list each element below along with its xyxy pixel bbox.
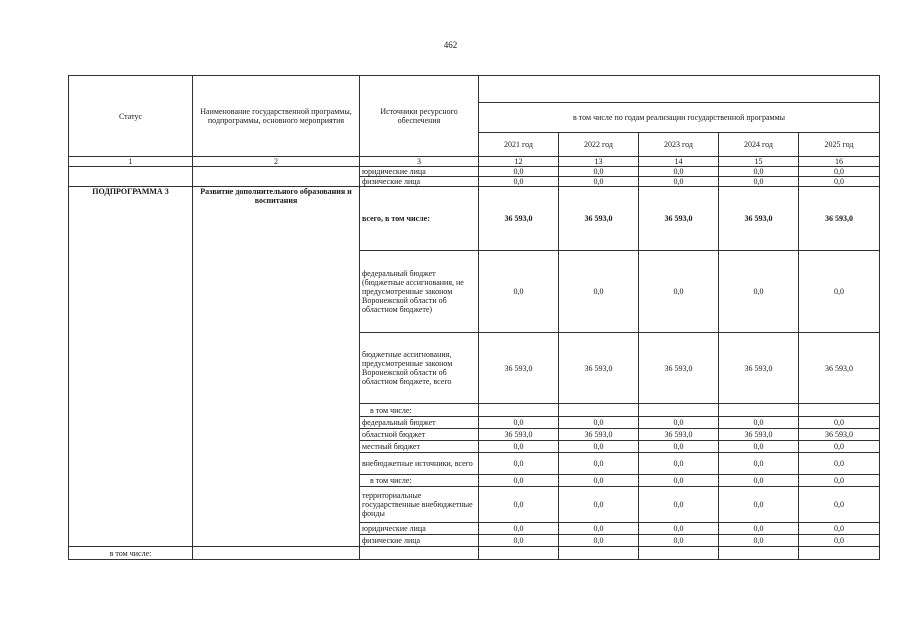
empty-cell [193, 167, 360, 187]
table-row [69, 187, 880, 251]
value-cell: 0,0 [719, 475, 799, 487]
value-cell: 0,0 [559, 417, 639, 429]
empty-cell [719, 547, 799, 560]
value-cell: 0,0 [559, 441, 639, 453]
header-year-2022: 2022 год [559, 133, 639, 157]
col-num: 14 [639, 157, 719, 167]
col-num: 13 [559, 157, 639, 167]
value-cell: 0,0 [639, 523, 719, 535]
value-cell: 0,0 [719, 177, 799, 187]
value-cell: 0,0 [639, 535, 719, 547]
value-cell: 36 593,0 [559, 333, 639, 404]
value-cell: 0,0 [479, 487, 559, 523]
value-cell: 0,0 [719, 251, 799, 333]
col-num: 15 [719, 157, 799, 167]
column-numbers-row [69, 157, 880, 167]
value-cell: 0,0 [479, 441, 559, 453]
page-number: 462 [443, 40, 458, 50]
value-cell: 0,0 [479, 417, 559, 429]
value-cell: 36 593,0 [639, 333, 719, 404]
header-sources: Источники ресурсного обеспечения [360, 76, 479, 157]
value-cell: 0,0 [559, 453, 639, 475]
value-cell: 0,0 [719, 523, 799, 535]
header-year-2021: 2021 год [479, 133, 559, 157]
value-cell: 0,0 [559, 523, 639, 535]
value-cell: 0,0 [639, 475, 719, 487]
subprogram-status: ПОДПРОГРАММА 3 [69, 187, 193, 547]
empty-cell [360, 547, 479, 560]
value-cell: 36 593,0 [799, 429, 880, 441]
value-cell: 0,0 [559, 487, 639, 523]
value-cell: 0,0 [559, 251, 639, 333]
source-cell: местный бюджет [360, 441, 479, 453]
value-cell: 0,0 [799, 441, 880, 453]
header-year-2023: 2023 год [639, 133, 719, 157]
value-cell [639, 404, 719, 417]
last-row-status: в том числе: [69, 547, 193, 560]
empty-cell [799, 547, 880, 560]
value-cell: 36 593,0 [719, 429, 799, 441]
value-cell: 0,0 [639, 167, 719, 177]
value-cell [719, 404, 799, 417]
empty-cell [639, 547, 719, 560]
value-cell: 0,0 [559, 535, 639, 547]
col-num: 3 [360, 157, 479, 167]
value-cell: 0,0 [799, 523, 880, 535]
header-status: Статус [69, 76, 193, 157]
value-cell: 0,0 [639, 417, 719, 429]
table-row [69, 167, 880, 177]
value-cell: 0,0 [719, 535, 799, 547]
value-cell: 0,0 [799, 167, 880, 177]
source-cell: в том числе: [360, 404, 479, 417]
value-cell: 0,0 [639, 441, 719, 453]
value-cell: 0,0 [559, 475, 639, 487]
source-cell: юридические лица [360, 167, 479, 177]
value-cell [559, 404, 639, 417]
value-cell: 0,0 [799, 417, 880, 429]
value-cell: 0,0 [479, 251, 559, 333]
value-cell: 0,0 [479, 523, 559, 535]
header-name: Наименование государственной программы, подпрограммы, основного мероприятия [193, 76, 360, 157]
value-cell: 0,0 [479, 167, 559, 177]
value-cell: 36 593,0 [559, 187, 639, 251]
value-cell: 0,0 [799, 453, 880, 475]
value-cell: 36 593,0 [799, 187, 880, 251]
value-cell: 0,0 [479, 453, 559, 475]
value-cell: 36 593,0 [479, 429, 559, 441]
source-cell: юридические лица [360, 523, 479, 535]
subprogram-name: Развитие дополнительного образования и воспитания [193, 187, 360, 547]
source-cell: территориальные государственные внебюджетные фонды [360, 487, 479, 523]
value-cell: 0,0 [639, 453, 719, 475]
col-num: 12 [479, 157, 559, 167]
value-cell: 0,0 [799, 535, 880, 547]
value-cell: 0,0 [799, 251, 880, 333]
value-cell: 0,0 [719, 417, 799, 429]
value-cell: 36 593,0 [479, 187, 559, 251]
empty-cell [479, 547, 559, 560]
table-row [69, 547, 880, 560]
header-year-2024: 2024 год [719, 133, 799, 157]
value-cell: 36 593,0 [639, 429, 719, 441]
source-cell: областной бюджет [360, 429, 479, 441]
empty-cell [559, 547, 639, 560]
value-cell: 0,0 [719, 441, 799, 453]
value-cell: 36 593,0 [799, 333, 880, 404]
source-cell: бюджетные ассигнования, предусмотренные законом Воронежской области об областном бюджете, всего [360, 333, 479, 404]
source-cell: федеральный бюджет (бюджетные ассигнования, не предусмотренные законом Воронежской области об областном бюджете) [360, 251, 479, 333]
header-top-blank [479, 76, 880, 103]
source-cell: внебюджетные источники, всего [360, 453, 479, 475]
value-cell: 36 593,0 [639, 187, 719, 251]
col-num: 2 [193, 157, 360, 167]
value-cell: 0,0 [799, 177, 880, 187]
header-years-group: в том числе по годам реализации государственной программы [479, 103, 880, 133]
col-num: 1 [69, 157, 193, 167]
value-cell: 0,0 [639, 251, 719, 333]
value-cell: 0,0 [479, 177, 559, 187]
source-cell: всего, в том числе: [360, 187, 479, 251]
value-cell: 36 593,0 [479, 333, 559, 404]
value-cell: 36 593,0 [719, 333, 799, 404]
value-cell: 0,0 [639, 487, 719, 523]
value-cell: 0,0 [719, 167, 799, 177]
value-cell: 36 593,0 [719, 187, 799, 251]
col-num: 16 [799, 157, 880, 167]
value-cell [799, 404, 880, 417]
header-year-2025: 2025 год [799, 133, 880, 157]
source-cell: федеральный бюджет [360, 417, 479, 429]
source-cell: в том числе: [360, 475, 479, 487]
resource-table [68, 75, 880, 560]
value-cell: 0,0 [799, 487, 880, 523]
empty-cell [193, 547, 360, 560]
source-cell: физические лица [360, 535, 479, 547]
value-cell: 0,0 [719, 453, 799, 475]
source-cell: физические лица [360, 177, 479, 187]
value-cell: 0,0 [559, 177, 639, 187]
value-cell: 0,0 [799, 475, 880, 487]
empty-cell [69, 167, 193, 187]
value-cell: 0,0 [559, 167, 639, 177]
value-cell [479, 404, 559, 417]
value-cell: 36 593,0 [559, 429, 639, 441]
value-cell: 0,0 [639, 177, 719, 187]
value-cell: 0,0 [479, 475, 559, 487]
value-cell: 0,0 [479, 535, 559, 547]
value-cell: 0,0 [719, 487, 799, 523]
